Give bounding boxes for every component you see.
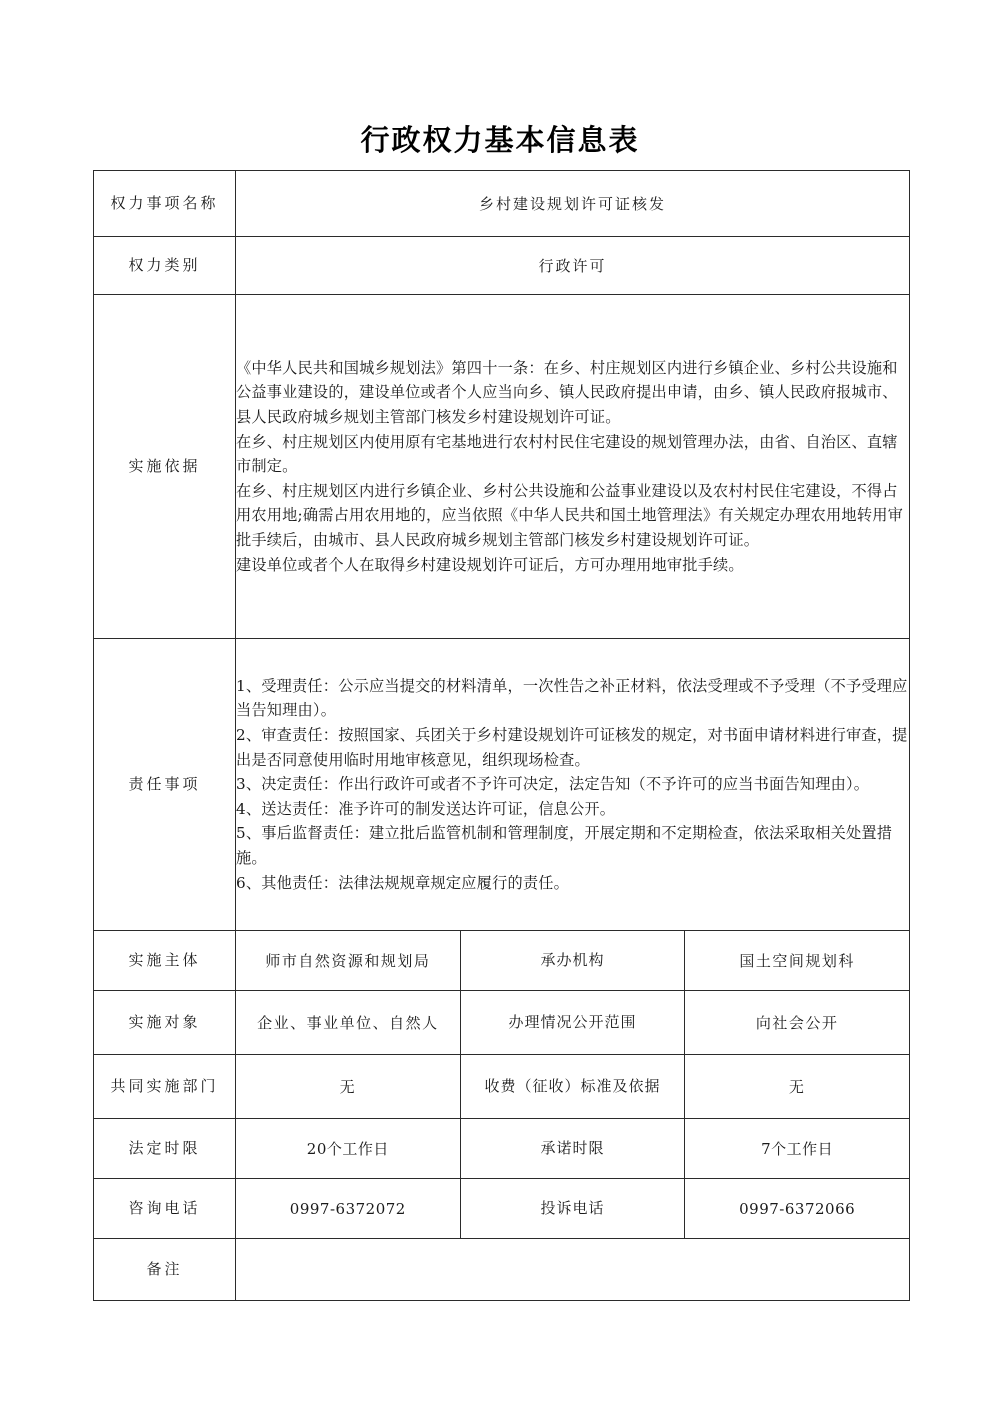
- basis-paragraph: 在乡、村庄规划区内使用原有宅基地进行农村村民住宅建设的规划管理办法，由省、自治区、直辖市制定。: [236, 432, 898, 476]
- row-label-consultation-phone: 咨询电话: [94, 1179, 236, 1239]
- row-value-undertaking-agency: 国土空间规划科: [685, 931, 910, 991]
- row-label-fee-standard: 收费（征收）标准及依据: [460, 1055, 685, 1119]
- row-label-joint-department: 共同实施部门: [94, 1055, 236, 1119]
- table-row-time-limit: [94, 1119, 910, 1179]
- row-value-implementation-basis: [236, 295, 910, 639]
- row-label-duty-items: 责任事项: [94, 639, 236, 931]
- duty-paragraph: 3、决定责任：作出行政许可或者不予许可决定，法定告知（不予许可的应当书面告知理由）。: [236, 775, 870, 794]
- row-label-power-category: 权力类别: [94, 237, 236, 295]
- table-row-duty: [94, 639, 910, 931]
- basis-paragraph: 建设单位或者个人在取得乡村建设规划许可证后，方可办理用地审批手续。: [236, 555, 744, 574]
- row-value-fee-standard: 无: [685, 1055, 910, 1119]
- duty-paragraph: 1、受理责任：公示应当提交的材料清单，一次性告之补正材料，依法受理或不予受理（不予受理应当告知理由）。: [236, 676, 908, 720]
- row-label-promised-time-limit: 承诺时限: [460, 1119, 685, 1179]
- duty-paragraph: 4、送达责任：准予许可的制发送达许可证，信息公开。: [236, 799, 616, 818]
- row-value-disclosure-scope: 向社会公开: [685, 991, 910, 1055]
- table-row-subject: [94, 931, 910, 991]
- table-row-basis: [94, 295, 910, 639]
- table-row-name: [94, 171, 910, 237]
- table-row-remark: [94, 1239, 910, 1301]
- row-value-joint-department: 无: [236, 1055, 461, 1119]
- row-value-promised-time-limit: 7个工作日: [685, 1119, 910, 1179]
- page-title: 行政权力基本信息表: [360, 123, 640, 157]
- row-label-implementation-subject: 实施主体: [94, 931, 236, 991]
- table-row-joint-department: [94, 1055, 910, 1119]
- row-value-power-item-name: 乡村建设规划许可证核发: [236, 171, 910, 237]
- row-label-disclosure-scope: 办理情况公开范围: [460, 991, 685, 1055]
- row-value-statutory-time-limit: 20个工作日: [236, 1119, 461, 1179]
- row-label-statutory-time-limit: 法定时限: [94, 1119, 236, 1179]
- table-row-object: [94, 991, 910, 1055]
- row-label-implementation-basis: 实施依据: [94, 295, 236, 639]
- row-value-remark: [236, 1239, 910, 1301]
- duty-paragraph: 2、审查责任：按照国家、兵团关于乡村建设规划许可证核发的规定，对书面申请材料进行审查，提出是否同意使用临时用地审核意见，组织现场检查。: [236, 725, 908, 769]
- row-label-remark: 备注: [94, 1239, 236, 1301]
- row-label-power-item-name: 权力事项名称: [94, 171, 236, 237]
- row-label-complaint-phone: 投诉电话: [460, 1179, 685, 1239]
- basis-paragraph: 《中华人民共和国城乡规划法》第四十一条：在乡、村庄规划区内进行乡镇企业、乡村公共设施和公益事业建设的，建设单位或者个人应当向乡、镇人民政府提出申请，由乡、镇人民政府报城市、县人民政府城乡规划主管部门核发乡村建设规划许可证。: [236, 358, 898, 426]
- row-label-undertaking-agency: 承办机构: [460, 931, 685, 991]
- row-value-consultation-phone: 0997-6372072: [236, 1179, 461, 1239]
- table-row-phone: [94, 1179, 910, 1239]
- duty-paragraph: 6、其他责任：法律法规规章规定应履行的责任。: [236, 873, 570, 892]
- row-value-implementation-object: 企业、事业单位、自然人: [236, 991, 461, 1055]
- row-value-duty-items: [236, 639, 910, 931]
- table-row-category: [94, 237, 910, 295]
- row-value-complaint-phone: 0997-6372066: [685, 1179, 910, 1239]
- row-value-implementation-subject: 师市自然资源和规划局: [236, 931, 461, 991]
- power-info-table: [93, 170, 910, 1301]
- basis-paragraph: 在乡、村庄规划区内进行乡镇企业、乡村公共设施和公益事业建设以及农村村民住宅建设，不得占用农用地;确需占用农用地的，应当依照《中华人民共和国土地管理法》有关规定办理农用地转用审批手续后，由城市、县人民政府城乡规划主管部门核发乡村建设规划许可证。: [236, 481, 903, 550]
- duty-paragraph: 5、事后监督责任：建立批后监管机制和管理制度，开展定期和不定期检查，依法采取相关处置措施。: [236, 824, 893, 868]
- row-label-implementation-object: 实施对象: [94, 991, 236, 1055]
- row-value-power-category: 行政许可: [236, 237, 910, 295]
